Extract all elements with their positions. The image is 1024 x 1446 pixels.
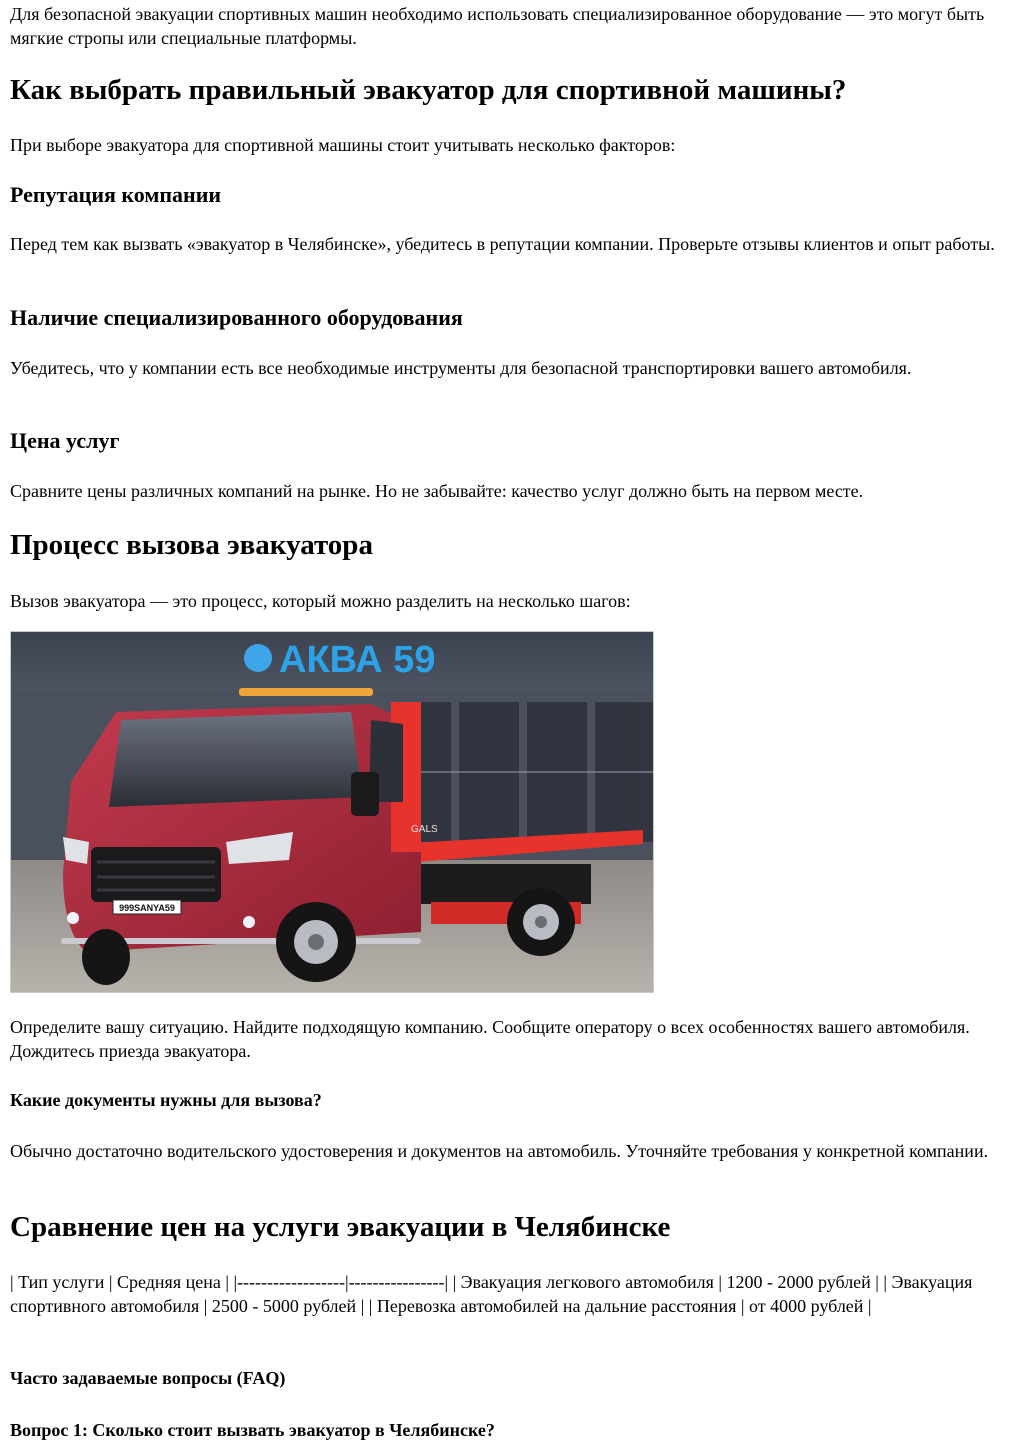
door-brand: GALS [411, 824, 438, 835]
tow-truck-photo [10, 631, 654, 993]
heading-process: Процесс вызова эвакуатора [10, 529, 373, 561]
heading-documents: Какие документы нужны для вызова? [10, 1090, 322, 1110]
logo-drop-icon [244, 644, 272, 672]
choose-lead-paragraph: При выборе эвакуатора для спортивной машины стоит учитывать несколько факторов: [10, 135, 676, 155]
factor-reputation-text: Перед тем как вызвать «эвакуатор в Челябинске», убедитесь в репутации компании. Проверьте отзывы клиентов и опыт работы. [10, 234, 995, 254]
heading-choose-tow-truck: Как выбрать правильный эвакуатор для спортивной машины? [10, 74, 847, 106]
process-steps-text: Определите вашу ситуацию. Найдите подходящую компанию. Сообщите оператору о всех особенностях вашего автомобиля. Дождитесь приезда эвакуатора. [10, 1017, 970, 1061]
license-plate: 999SANYA59 [119, 903, 175, 913]
price-table-raw: | Тип услуги | Средняя цена | |------------------|----------------| | Эвакуация легкового автомобиля | 1200 - 2000 рублей | | Эвакуация спортивного автомобиля | 2500 - 5000 рублей | | Перевозка автомобилей на дальние расстояния | от 4000 рублей | [10, 1272, 973, 1316]
factor-equipment-text: Убедитесь, что у компании есть все необходимые инструменты для безопасной транспортировки вашего автомобиля. [10, 358, 912, 378]
windshield [109, 712, 363, 807]
rear-wheel [507, 888, 575, 956]
front-wheel [276, 902, 356, 982]
heading-faq: Часто задаваемые вопросы (FAQ) [10, 1368, 286, 1388]
beacon-light [239, 688, 373, 696]
documents-text: Обычно достаточно водительского удостоверения и документов на автомобиль. Уточняйте требования у конкретной компании. [10, 1141, 989, 1161]
heading-prices: Сравнение цен на услуги эвакуации в Челябинске [10, 1211, 671, 1243]
heading-factor-reputation: Репутация компании [10, 182, 222, 207]
heading-factor-price: Цена услуг [10, 428, 120, 453]
process-lead-paragraph: Вызов эвакуатора — это процесс, который можно разделить на несколько шагов: [10, 591, 631, 611]
faq-question-1: Вопрос 1: Сколько стоит вызвать эвакуатор в Челябинске? [10, 1420, 495, 1440]
intro-paragraph: Для безопасной эвакуации спортивных машин необходимо использовать специализированное оборудование — это могут быть мягкие стропы или специальные платформы. [10, 4, 985, 48]
factor-price-text: Сравните цены различных компаний на рынке. Но не забывайте: качество услуг должно быть на первом месте. [10, 481, 864, 501]
sign-text: АКВА 59 [279, 639, 436, 681]
front-left-wheel [82, 929, 130, 985]
grille [91, 847, 221, 902]
heading-factor-equipment: Наличие специализированного оборудования [10, 305, 463, 330]
